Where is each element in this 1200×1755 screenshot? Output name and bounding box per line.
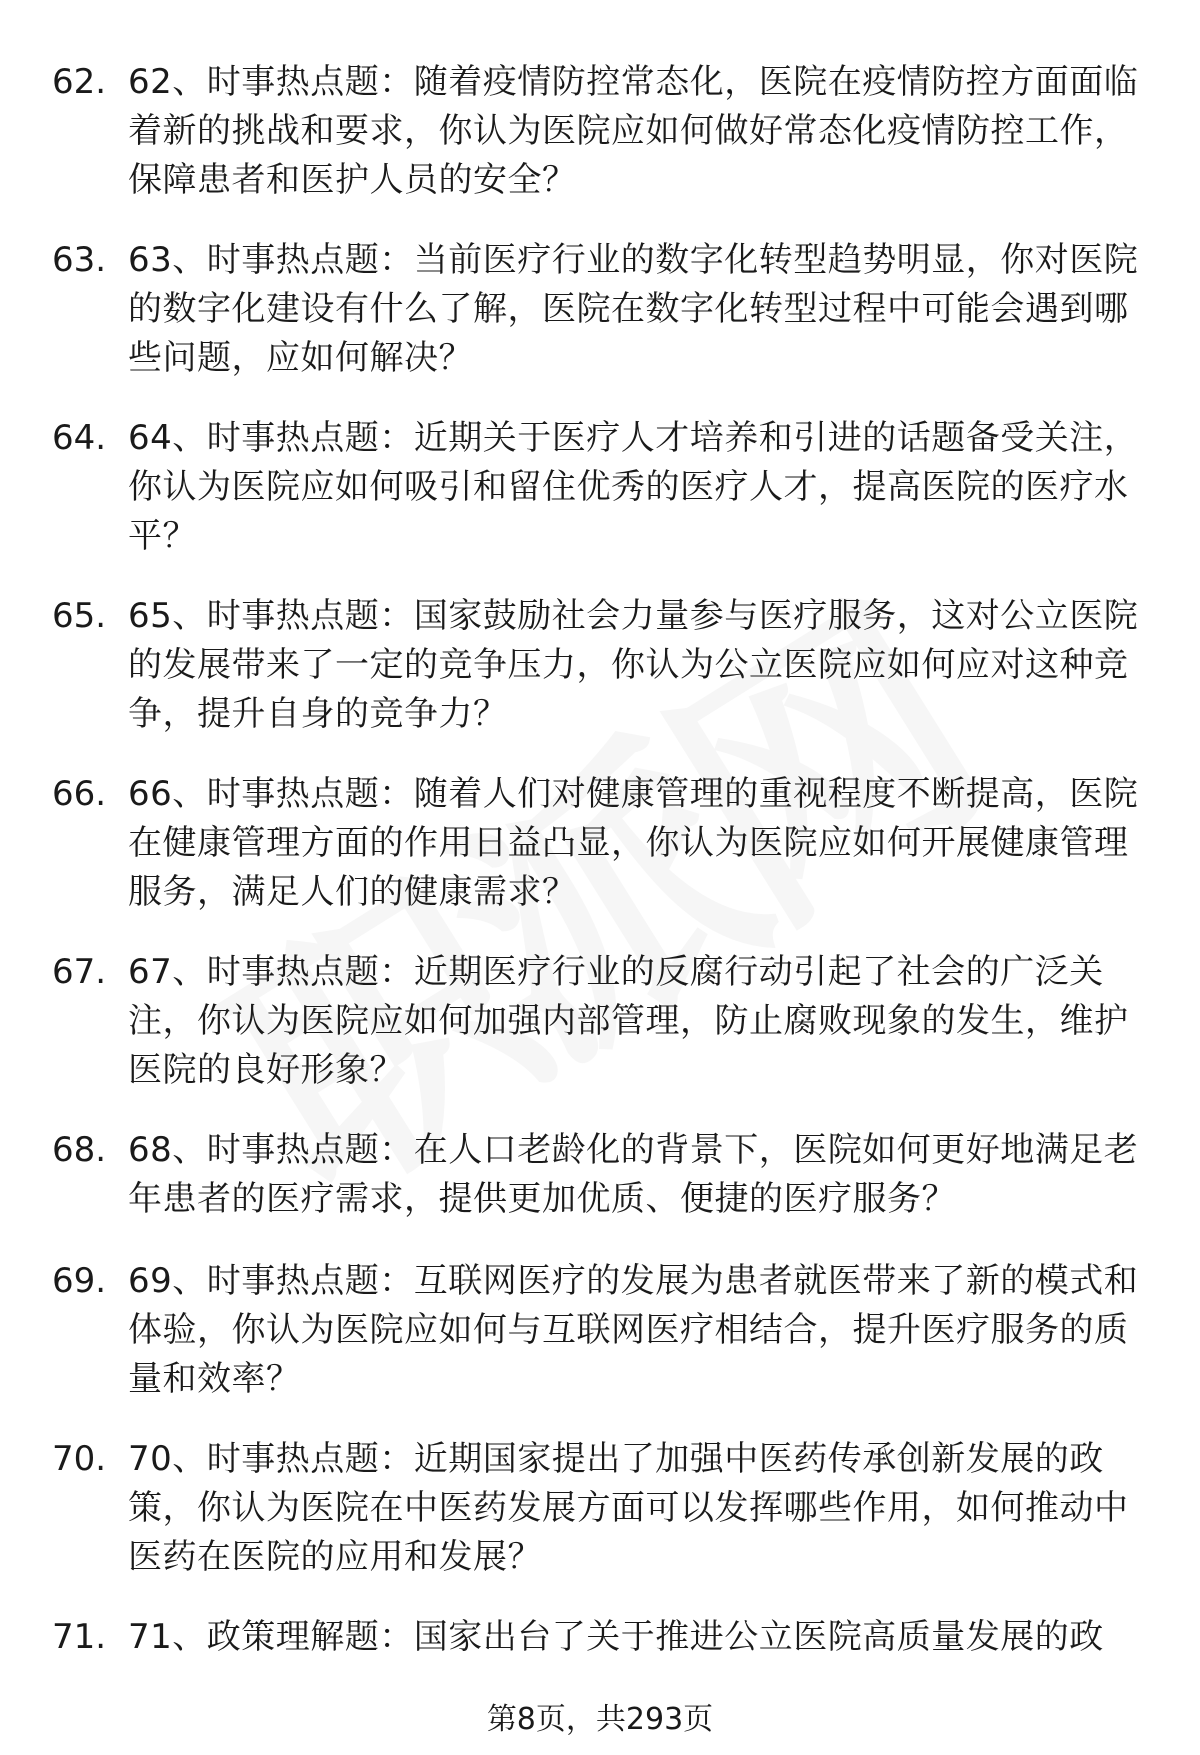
list-item: [0, 592, 1200, 770]
item-text: 65、时事热点题：国家鼓励社会力量参与医疗服务，这对公立医院的发展带来了一定的竞争压力，你认为公立医院应如何应对这种竞争，提升自身的竞争力？: [128, 596, 1139, 734]
item-number: 62.: [52, 62, 107, 102]
item-text: 69、时事热点题：互联网医疗的发展为患者就医带来了新的模式和体验，你认为医院应如何与互联网医疗相结合，提升医疗服务的质量和效率？: [128, 1261, 1139, 1399]
item-number: 66.: [52, 774, 107, 814]
item-text: 70、时事热点题：近期国家提出了加强中医药传承创新发展的政策，你认为医院在中医药发展方面可以发挥哪些作用，如何推动中医药在医院的应用和发展？: [128, 1439, 1129, 1577]
question-list: [0, 58, 1200, 1662]
item-text: 66、时事热点题：随着人们对健康管理的重视程度不断提高，医院在健康管理方面的作用日益凸显，你认为医院应如何开展健康管理服务，满足人们的健康需求？: [128, 774, 1139, 912]
item-number: 69.: [52, 1261, 107, 1301]
list-item: [0, 1257, 1200, 1435]
list-item: [0, 948, 1200, 1126]
item-number: 70.: [52, 1439, 107, 1479]
list-item: [0, 770, 1200, 948]
item-number: 68.: [52, 1130, 107, 1170]
item-text: 62、时事热点题：随着疫情防控常态化，医院在疫情防控方面面临着新的挑战和要求，你认为医院应如何做好常态化疫情防控工作，保障患者和医护人员的安全？: [128, 62, 1139, 200]
item-text: 64、时事热点题：近期关于医疗人才培养和引进的话题备受关注，你认为医院应如何吸引和留住优秀的医疗人才，提高医院的医疗水平？: [128, 418, 1139, 556]
item-text: 63、时事热点题：当前医疗行业的数字化转型趋势明显，你对医院的数字化建设有什么了解，医院在数字化转型过程中可能会遇到哪些问题，应如何解决？: [128, 240, 1139, 378]
list-item: [0, 1126, 1200, 1257]
list-item: [0, 236, 1200, 414]
list-item: [0, 1435, 1200, 1613]
list-item: [0, 1613, 1200, 1662]
item-text: 68、时事热点题：在人口老龄化的背景下，医院如何更好地满足老年患者的医疗需求，提供更加优质、便捷的医疗服务？: [128, 1130, 1139, 1219]
item-number: 67.: [52, 952, 107, 992]
item-number: 71.: [52, 1617, 107, 1657]
item-number: 65.: [52, 596, 107, 636]
item-text: 67、时事热点题：近期医疗行业的反腐行动引起了社会的广泛关注，你认为医院应如何加强内部管理，防止腐败现象的发生，维护医院的良好形象？: [128, 952, 1129, 1090]
item-number: 64.: [52, 418, 107, 458]
page-footer: 第8页，共293页: [486, 1702, 714, 1737]
list-item: [0, 58, 1200, 236]
list-item: [0, 414, 1200, 592]
item-text: 71、政策理解题：国家出台了关于推进公立医院高质量发展的政: [128, 1617, 1104, 1657]
item-number: 63.: [52, 240, 107, 280]
